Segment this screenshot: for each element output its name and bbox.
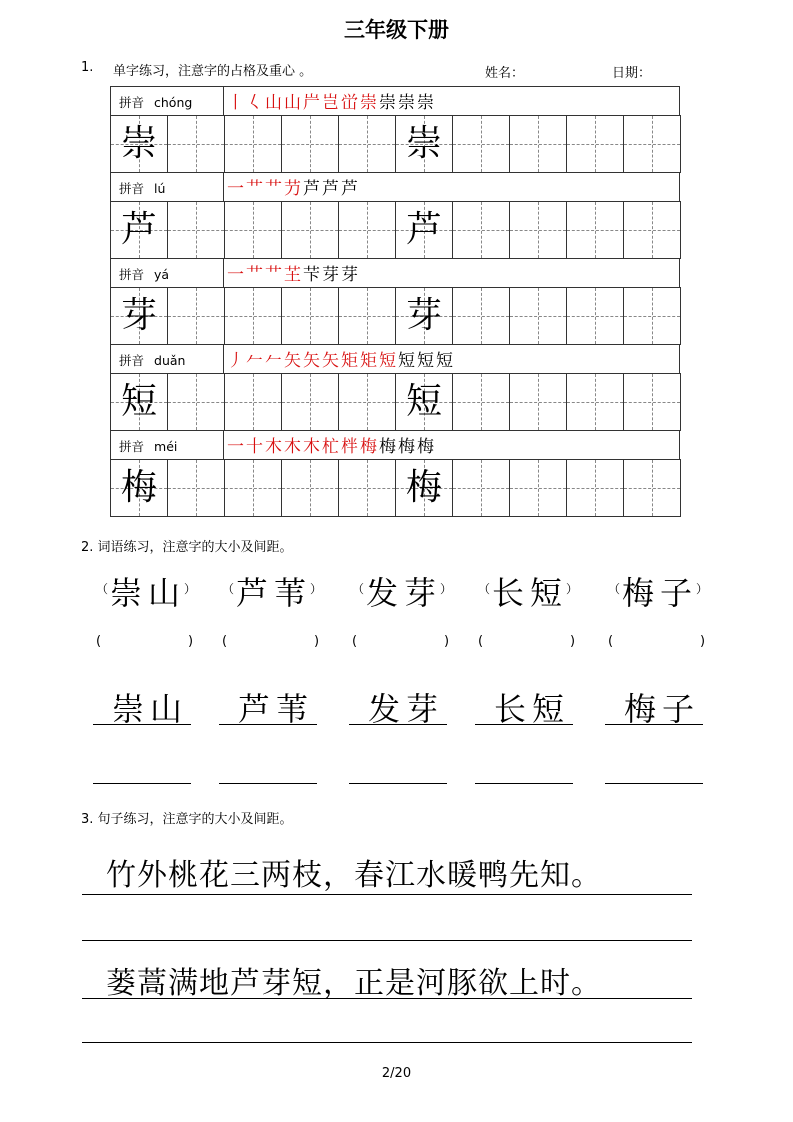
stroke-order (227, 88, 436, 113)
tianzige-cell[interactable] (623, 373, 681, 431)
section1-number: 1. (81, 60, 94, 75)
tianzige-cell (110, 373, 168, 431)
tianzige-cell[interactable] (281, 373, 339, 431)
writing-underline[interactable] (219, 783, 317, 784)
tianzige-cell[interactable] (167, 287, 225, 345)
word-model: 崇山 (110, 574, 187, 612)
stroke-step: 崇 (379, 93, 396, 113)
pinyin-row (110, 344, 680, 373)
writing-underline[interactable] (605, 783, 703, 784)
pinyin-label: 拼音 méi (119, 439, 178, 454)
stroke-order (227, 260, 360, 285)
stroke-step: 一 (227, 179, 244, 199)
stroke-step: 一 (227, 437, 244, 457)
stroke-step: 崇 (398, 93, 415, 113)
stroke-step: 𡿨 (246, 93, 263, 113)
pinyin-row (110, 86, 680, 115)
date-label: 日期： (612, 66, 652, 81)
paren-close: ） (566, 582, 579, 596)
stroke-step: 芽 (341, 265, 358, 285)
stroke-step: 矢 (303, 351, 320, 371)
tianzige-cell[interactable] (623, 459, 681, 517)
pinyin-label: 拼音 duǎn (119, 353, 186, 368)
stroke-step: 梅 (417, 437, 434, 457)
stroke-step: 芏 (284, 265, 301, 285)
word-model: 长短 (492, 574, 569, 612)
tianzige-cell[interactable] (566, 201, 624, 259)
stroke-step: 梅 (398, 437, 415, 457)
writing-line (82, 1042, 692, 1043)
tianzige-cell[interactable] (224, 201, 282, 259)
paren-close: ） (440, 582, 453, 596)
tianzige-cell[interactable] (566, 115, 624, 173)
pinyin-blank-close: ) (314, 634, 320, 649)
tianzige-cell[interactable] (281, 459, 339, 517)
tianzige-cell (110, 459, 168, 517)
pinyin-blank-open: ( (222, 634, 228, 649)
tianzige-cell[interactable] (281, 115, 339, 173)
stroke-step: 丨 (227, 93, 244, 113)
stroke-step: 短 (436, 351, 453, 371)
paren-open: （ (608, 582, 621, 596)
writing-underline[interactable] (219, 724, 317, 725)
section3-heading: 3. 句子练习，注意字的大小及间距。 (81, 812, 293, 827)
tianzige-cell[interactable] (509, 287, 567, 345)
trace-character: 芽 (405, 295, 442, 336)
stroke-step: 芦 (341, 179, 358, 199)
tianzige-cell[interactable] (167, 201, 225, 259)
pinyin-blank-close: ) (570, 634, 576, 649)
page-number: 2/20 (381, 1066, 412, 1081)
tianzige-cell[interactable] (338, 287, 396, 345)
pinyin-label: 拼音 chóng (119, 95, 193, 110)
page-title: 三年级下册 (344, 18, 449, 42)
tianzige-cell (395, 115, 453, 173)
stroke-step: 木 (265, 437, 282, 457)
character-row (110, 373, 680, 431)
stroke-order (227, 174, 360, 199)
stroke-step: 柈 (341, 437, 358, 457)
word-trace: 崇山 (112, 690, 189, 728)
pinyin-label: 拼音 yá (119, 267, 170, 282)
stroke-step: 十 (246, 437, 263, 457)
stroke-order (227, 346, 455, 371)
model-character: 芽 (120, 295, 157, 336)
tianzige-cell[interactable] (224, 115, 282, 173)
trace-character: 梅 (405, 467, 442, 508)
stroke-step: 崇 (417, 93, 434, 113)
stroke-step: 山 (284, 93, 301, 113)
stroke-step: 艹 (246, 179, 263, 199)
paren-open: （ (222, 582, 235, 596)
stroke-step: 屵 (303, 93, 320, 113)
paren-close: ） (696, 582, 709, 596)
pinyin-blank-close: ) (700, 634, 706, 649)
writing-underline[interactable] (93, 783, 191, 784)
pinyin-text: lú (154, 181, 166, 196)
word-model: 芦苇 (236, 574, 313, 612)
pinyin-text: yá (154, 267, 170, 282)
tianzige-cell[interactable] (509, 373, 567, 431)
tianzige-cell[interactable] (281, 201, 339, 259)
model-character: 梅 (120, 467, 157, 508)
stroke-step: 短 (379, 351, 396, 371)
section1-instructions: 单字练习，注意字的占格及重心 。 (113, 64, 313, 79)
tianzige-cell (395, 459, 453, 517)
stroke-step: 芦 (303, 179, 320, 199)
character-row (110, 201, 680, 259)
pinyin-blank-open: ( (352, 634, 358, 649)
stroke-step: 木 (284, 437, 301, 457)
character-row (110, 287, 680, 345)
tianzige-cell[interactable] (566, 459, 624, 517)
character-row (110, 459, 680, 517)
word-model: 发芽 (366, 574, 443, 612)
tianzige-cell[interactable] (623, 287, 681, 345)
stroke-step: 𠂉 (265, 351, 282, 371)
pinyin-text: chóng (154, 95, 193, 110)
stroke-step: 木 (303, 437, 320, 457)
stroke-step: 艹 (265, 265, 282, 285)
tianzige-cell (110, 201, 168, 259)
tianzige-cell[interactable] (623, 115, 681, 173)
pinyin-text: méi (154, 439, 178, 454)
stroke-step: 艹 (246, 265, 263, 285)
pinyin-text: duǎn (154, 353, 186, 368)
tianzige-cell[interactable] (452, 201, 510, 259)
word-trace: 梅子 (624, 690, 701, 728)
character-practice-grid (110, 86, 680, 514)
stroke-step: 矩 (341, 351, 358, 371)
tianzige-cell (110, 115, 168, 173)
tianzige-cell[interactable] (452, 115, 510, 173)
model-character: 短 (120, 381, 157, 422)
sentence-2: 蒌蒿满地芦芽短，正是河豚欲上时。 (106, 966, 602, 1001)
paren-open: （ (96, 582, 109, 596)
tianzige-cell[interactable] (338, 373, 396, 431)
stroke-step: 梅 (379, 437, 396, 457)
writing-underline[interactable] (475, 724, 573, 725)
tianzige-cell[interactable] (224, 459, 282, 517)
model-character: 芦 (120, 209, 157, 250)
pinyin-blank-open: ( (96, 634, 102, 649)
writing-underline[interactable] (475, 783, 573, 784)
paren-open: （ (352, 582, 365, 596)
tianzige-cell (395, 373, 453, 431)
stroke-step: 𠂉 (246, 351, 263, 371)
word-trace: 芦苇 (238, 690, 315, 728)
pinyin-blank-open: ( (478, 634, 484, 649)
paren-open: （ (478, 582, 491, 596)
pinyin-label: 拼音 lú (119, 181, 166, 196)
stroke-step: 一 (227, 265, 244, 285)
tianzige-cell[interactable] (509, 115, 567, 173)
tianzige-cell[interactable] (452, 287, 510, 345)
writing-line (82, 940, 692, 941)
tianzige-cell[interactable] (224, 287, 282, 345)
stroke-step: 杧 (322, 437, 339, 457)
tianzige-cell[interactable] (566, 287, 624, 345)
stroke-step: 岂 (322, 93, 339, 113)
stroke-step: 矢 (284, 351, 301, 371)
tianzige-cell[interactable] (338, 115, 396, 173)
stroke-step: 丿 (227, 351, 244, 371)
tianzige-cell[interactable] (452, 459, 510, 517)
trace-character: 芦 (405, 209, 442, 250)
character-row (110, 115, 680, 173)
word-trace: 长短 (494, 690, 571, 728)
tianzige-cell[interactable] (509, 459, 567, 517)
stroke-step: 艹 (265, 179, 282, 199)
stroke-step: 峃 (341, 93, 358, 113)
paren-close: ） (310, 582, 323, 596)
tianzige-cell[interactable] (281, 287, 339, 345)
tianzige-cell[interactable] (167, 459, 225, 517)
pinyin-blank-close: ) (188, 634, 194, 649)
stroke-step: 短 (417, 351, 434, 371)
word-trace: 发芽 (368, 690, 445, 728)
paren-close: ） (184, 582, 197, 596)
stroke-step: 短 (398, 351, 415, 371)
writing-line (82, 894, 692, 895)
stroke-step: 梅 (360, 437, 377, 457)
trace-character: 崇 (405, 123, 442, 164)
tianzige-cell[interactable] (224, 373, 282, 431)
tianzige-cell (395, 287, 453, 345)
tianzige-cell[interactable] (566, 373, 624, 431)
tianzige-cell (110, 287, 168, 345)
sentence-1: 竹外桃花三两枝，春江水暖鸭先知。 (106, 858, 602, 893)
stroke-step: 芐 (303, 265, 320, 285)
tianzige-cell[interactable] (338, 459, 396, 517)
pinyin-blank-close: ) (444, 634, 450, 649)
stroke-order (227, 432, 436, 457)
stroke-step: 芀 (284, 179, 301, 199)
stroke-step: 山 (265, 93, 282, 113)
pinyin-row (110, 258, 680, 287)
tianzige-cell[interactable] (509, 201, 567, 259)
writing-underline[interactable] (93, 724, 191, 725)
tianzige-cell (395, 201, 453, 259)
tianzige-cell[interactable] (452, 373, 510, 431)
stroke-step: 矩 (360, 351, 377, 371)
pinyin-row (110, 430, 680, 459)
tianzige-cell[interactable] (167, 373, 225, 431)
pinyin-blank-open: ( (608, 634, 614, 649)
writing-underline[interactable] (349, 724, 447, 725)
stroke-step: 矢 (322, 351, 339, 371)
stroke-step: 崇 (360, 93, 377, 113)
pinyin-row (110, 172, 680, 201)
tianzige-cell[interactable] (167, 115, 225, 173)
name-label: 姓名： (485, 66, 525, 81)
section2-heading: 2. 词语练习，注意字的大小及间距。 (81, 540, 293, 555)
stroke-step: 芦 (322, 179, 339, 199)
model-character: 崇 (120, 123, 157, 164)
writing-underline[interactable] (349, 783, 447, 784)
tianzige-cell[interactable] (338, 201, 396, 259)
trace-character: 短 (405, 381, 442, 422)
writing-line (82, 998, 692, 999)
stroke-step: 芽 (322, 265, 339, 285)
tianzige-cell[interactable] (623, 201, 681, 259)
writing-underline[interactable] (605, 724, 703, 725)
word-model: 梅子 (622, 574, 699, 612)
